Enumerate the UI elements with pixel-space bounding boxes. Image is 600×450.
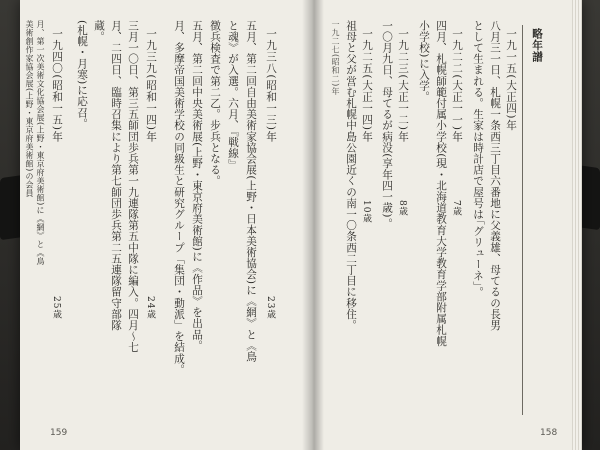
- entry-line: 五月、第二回自由美術家協会展(上野・日本美術協会)に《網》と《鳥: [245, 20, 257, 363]
- entry-age: 24歳: [145, 296, 155, 320]
- entry-year: 一九四〇(昭和一五)年: [51, 28, 63, 143]
- entry-line: 四月、札幌師範付属小学校(現・北海道教育大学教育学部附属札幌: [435, 20, 447, 347]
- entry-line: 一〇月九日、母てるが病没(享年四一歳)。: [381, 20, 393, 230]
- page-heading: 略年譜: [531, 28, 543, 63]
- entry-line: 月、第一次美術文化協会展(上野・東京府美術館)に《網》と《鳥: [36, 20, 45, 266]
- entry-age: 10歳: [361, 200, 371, 224]
- entry-line: 一九二七(昭和二)年: [331, 20, 340, 96]
- entry-line: 美術創作家協会展(上野・東京府美術館)の会員: [25, 20, 34, 198]
- entry-age: 7歳: [451, 200, 461, 217]
- entry-line: 月、多摩帝国美術学校の同級生と研究グループ「集団・動派」を結成。: [173, 20, 185, 376]
- book-gutter: [302, 0, 324, 450]
- entry-line: と魂》が入選。六月、『戦線』: [227, 20, 239, 171]
- entry-line: 祖母と父が営む札幌中島公園近くの南一〇条西二丁目に移住。: [345, 20, 357, 331]
- entry-line: 小学校)に入学。: [418, 20, 430, 103]
- entry-year: 一九三九(昭和一四)年: [145, 28, 157, 143]
- open-book: [20, 0, 582, 450]
- entry-year: 一九二二(大正一一)年: [451, 28, 463, 143]
- entry-year: 一九二三(大正一二)年: [397, 28, 409, 143]
- entry-line: (札幌・月寒)に応召。: [76, 20, 88, 130]
- page-edges: [572, 0, 582, 450]
- heading-rule: [522, 25, 523, 415]
- entry-line: 徴兵検査で第二乙。步兵となる。: [209, 20, 221, 187]
- page-number: 159: [50, 428, 68, 438]
- entry-year: 一九三八(昭和一三)年: [265, 28, 277, 143]
- entry-line: 八月三一日、札幌一条西三丁目六番地に父義雄、母てるの長男: [489, 20, 501, 331]
- entry-year: 一九二五(大正一四)年: [361, 28, 373, 143]
- page-number: 158: [540, 428, 558, 438]
- entry-line: 月、二四日、臨時召集により第七師団歩兵第二五連隊留守部隊: [110, 20, 122, 331]
- entry-line: として生まれる。生家は時計店で屋号は｢グリューネ｣。: [472, 20, 484, 298]
- entry-line: 三月一〇日、第三五師団歩兵第一九連隊第五中隊に編入。四月～七: [127, 20, 139, 353]
- entry-line: 五月、第二回中央美術展(上野・東京府美術館)に《作品》を出品。: [191, 20, 203, 352]
- entry-age: 8歳: [397, 200, 407, 217]
- entry-line: 蔵。: [93, 20, 105, 43]
- entry-age: 25歳: [51, 296, 61, 320]
- entry-year: 一九一五(大正四)年: [505, 28, 517, 132]
- entry-age: 23歳: [265, 296, 275, 320]
